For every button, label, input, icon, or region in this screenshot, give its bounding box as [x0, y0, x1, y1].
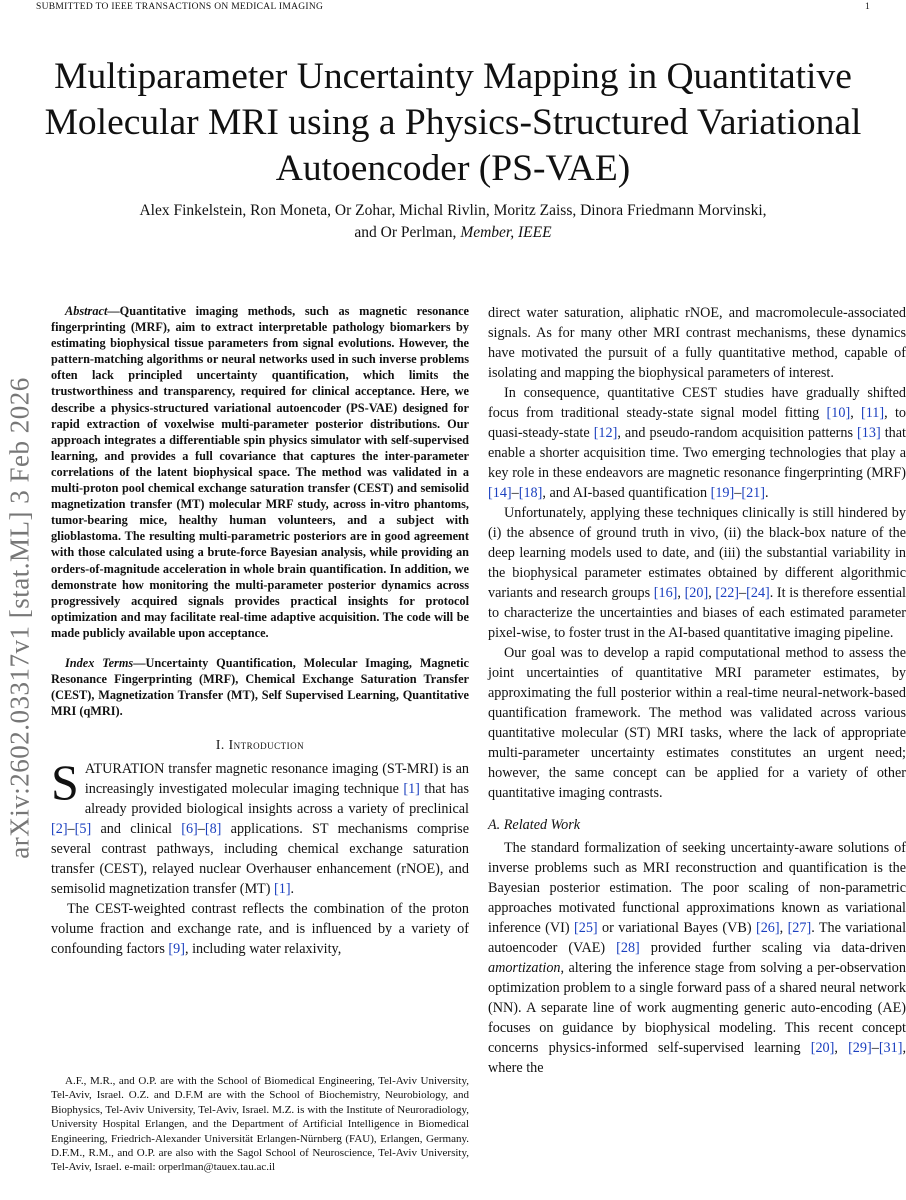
text-run: The CEST-weighted contrast reflects the combination of the proton volume fraction and exchange rate, and is influenced by a variety of confounding factors: [51, 901, 469, 958]
citation-link[interactable]: [8]: [204, 821, 222, 838]
running-header: [36, 0, 870, 18]
journal-name: SUBMITTED TO IEEE TRANSACTIONS ON MEDICAL IMAGING: [36, 2, 324, 12]
citation-link[interactable]: [1]: [274, 881, 291, 898]
text-run: that enable a shorter acquisition time. Two emerging technologies that play a key role in these endeavors are magnetic resonance fingerprinting (MRF): [488, 425, 906, 481]
citation-link[interactable]: [9]: [168, 941, 185, 958]
authors-line-2-text: and Or Perlman,: [354, 224, 461, 241]
citation-link[interactable]: [2]: [51, 821, 68, 838]
citation-link[interactable]: [21]: [741, 485, 765, 501]
text-run: –: [197, 821, 205, 838]
arxiv-sidebar: [0, 318, 40, 918]
citation-link[interactable]: [20]: [684, 585, 709, 601]
section-heading-introduction: [51, 737, 469, 753]
right-paragraph-3: [488, 503, 906, 643]
text-run: The standard formalization of seeking uncertainty-aware solutions of inverse problems such as MRI reconstruction and quantification is the Bayesian posterior estimation. The poor scaling of non-parametric approaches motivated functional approximations known as variational inference (VI): [488, 840, 906, 936]
citation-link[interactable]: [28]: [616, 940, 640, 956]
citation-link[interactable]: [27]: [787, 920, 812, 936]
citation-link[interactable]: [20]: [810, 1040, 835, 1056]
index-terms: [51, 655, 469, 719]
citation-link[interactable]: [14]: [488, 485, 512, 501]
text-run: ,: [834, 1040, 849, 1056]
text-run: –: [734, 485, 742, 501]
citation-link[interactable]: [22]: [715, 585, 740, 601]
citation-link[interactable]: [31]: [878, 1040, 903, 1056]
text-run: –: [67, 821, 75, 838]
subsection-heading-related-work: A. Related Work: [488, 817, 581, 833]
section-number: I.: [215, 737, 229, 753]
right-paragraph-4: Our goal was to develop a rapid computational method to assess the joint uncertainties of quantitative MRI parameter estimates, by approximating the full posterior within a real-time neural-network-based quantification framework. The method was validated across various quantitative molecular (ST) MRI tasks, where the lack of appropriate multi-parameter uncertainty estimates constitutes an urgent need; however, the same concept can be applied for a variety of other quantitative imaging contrasts.: [488, 645, 906, 801]
intro-paragraph-2: [51, 899, 469, 959]
text-run: ,: [779, 920, 788, 936]
citation-link[interactable]: [1]: [403, 781, 420, 798]
page-number: 1: [864, 2, 870, 12]
citation-link[interactable]: [24]: [746, 585, 770, 601]
text-run: –: [871, 1040, 879, 1056]
right-column: [488, 303, 906, 1078]
text-run: ,: [708, 585, 716, 601]
citation-link[interactable]: [26]: [755, 920, 780, 936]
affiliation-footnote: A.F., M.R., and O.P. are with the School of Biomedical Engineering, Tel-Aviv University, Tel-Aviv, Israel. O.Z. and D.F.M are with the School of Biochemistry, Neurobiology, and Biophysics, Tel-Aviv University, Tel-Aviv, Israel. M.Z. is with the Institute of Neuroradiology, University Hospital Erlangen, and the Department of Artificial Intelligence in Biomedical Engineering, Friedrich-Alexander Universität Erlangen-Nürnberg (FAU), Erlangen, Germany. D.F.M., R.M., and O.P. are also with the Sagol School of Neuroscience, Tel-Aviv University, Tel-Aviv, Israel. e-mail: orperlman@tauex.tau.ac.il: [51, 1075, 469, 1174]
text-run: ,: [677, 585, 685, 601]
text-run: or variational Bayes (VB): [597, 920, 756, 936]
intro-caps: ATURATION: [84, 761, 165, 778]
citation-link[interactable]: [11]: [861, 405, 885, 421]
arxiv-stamp[interactable]: arXiv:2602.03317v1 [stat.ML] 3 Feb 2026: [4, 377, 35, 859]
text-run: transfer magnetic resonance imaging (ST-MRI) is an increasingly investigated molecular imaging technique: [84, 761, 469, 798]
text-run: and clinical: [91, 821, 182, 838]
citation-link[interactable]: [12]: [593, 425, 618, 441]
text-run: ,: [850, 405, 862, 421]
text-run: .: [764, 485, 769, 501]
citation-link[interactable]: [19]: [710, 485, 735, 501]
citation-link[interactable]: [13]: [857, 425, 881, 441]
text-run: , including water relaxivity,: [184, 941, 342, 958]
authors-line-2: [40, 222, 866, 244]
text-run: applications. ST mechanisms comprise several contrast pathways, including chemical exchange saturation transfer (CEST), relayed nuclear Overhauser enhancement (rNOE), and semisolid magnetization transfer (MT): [51, 821, 469, 898]
text-run: that has already provided biological insights across a variety of preclinical: [84, 781, 470, 818]
text-run: , altering the inference stage from solving a per-observation optimization problem to a single forward pass of a shared neural network (NN). A separate line of work augmenting generic auto-encoding (AE) focuses on guidance by biophysical modeling. This recent concept concerns physics-informed self-supervised learning: [488, 960, 906, 1056]
authors-line-1: Alex Finkelstein, Ron Moneta, Or Zohar, Michal Rivlin, Moritz Zaiss, Dinora Friedmann Morvinski,: [139, 202, 767, 219]
right-paragraph-5: [488, 838, 906, 1078]
right-paragraph-2: [488, 383, 906, 503]
text-run: provided further scaling via data-driven: [639, 940, 906, 956]
text-run: –: [739, 585, 747, 601]
citation-link[interactable]: [25]: [574, 920, 598, 936]
citation-link[interactable]: [29]: [848, 1040, 872, 1056]
ieee-membership: Member, IEEE: [460, 224, 552, 241]
text-run: , to quasi-steady-state: [488, 405, 906, 441]
paper-title: Multiparameter Uncertainty Mapping in Quantitative Molecular MRI using a Physics-Structured Variational Autoencoder (PS-VAE): [44, 56, 862, 189]
text-run: , and AI-based quantification: [542, 485, 711, 501]
author-list: [40, 200, 866, 244]
text-run: , where the: [488, 1040, 906, 1076]
text-run: –: [511, 485, 519, 501]
intro-paragraph-1: [51, 754, 470, 899]
citation-link[interactable]: [18]: [518, 485, 543, 501]
section-title: Introduction: [228, 737, 305, 753]
abstract-label: Abstract: [65, 304, 108, 318]
citation-link[interactable]: [5]: [74, 821, 92, 838]
citation-link[interactable]: [10]: [826, 405, 851, 421]
index-terms-text: —Uncertainty Quantification, Molecular Imaging, Magnetic Resonance Fingerprinting (MRF), Chemical Exchange Saturation Transfer (CEST), Magnetization Transfer (MT), Self Supervised Learning, Quantitative MRI (qMRI).: [51, 655, 469, 719]
right-paragraph-1: direct water saturation, aliphatic rNOE, and macromolecule-associated signals. As for many other MRI contrast mechanisms, these dynamics have motivated the pursuit of a fully quantitative method, capable of isolating and mapping the biophysical parameters of interest.: [488, 305, 906, 381]
left-column: [51, 303, 469, 959]
text-run: . It is therefore essential to characterize the uncertainties and biases of each estimated parameter pixel-wise, to foster trust in the AI-based quantitative imaging pipeline.: [488, 585, 906, 641]
index-terms-label: Index Terms: [65, 655, 134, 670]
drop-cap: S: [51, 754, 79, 811]
text-run: .: [290, 881, 295, 898]
emphasis: amortization: [488, 960, 561, 976]
citation-link[interactable]: [6]: [181, 821, 198, 838]
text-run: . The variational autoencoder (VAE): [488, 920, 906, 956]
text-run: In consequence, quantitative CEST studies have gradually shifted focus from traditional steady-state signal model fitting: [488, 385, 906, 421]
abstract: [51, 303, 469, 641]
text-run: Unfortunately, applying these techniques clinically is still hindered by (i) the absence of ground truth in vivo, (ii) the black-box nature of the deep learning models used to date, and (iii) the substantial variability in the biophysical parameter estimates obtained by different algorithmic variants and research groups: [488, 505, 906, 601]
text-run: , and pseudo-random acquisition patterns: [617, 425, 858, 441]
citation-link[interactable]: [16]: [653, 585, 678, 601]
abstract-text: —Quantitative imaging methods, such as magnetic resonance fingerprinting (MRF), aim to extract interpretable pathology biomarkers by estimating biophysical tissue parameters from signal evolutions. However, the pattern-matching algorithms or neural networks used in such inverse problems often lack principled uncertainty quantification, which limits the trustworthiness and transparency, required for clinical acceptance. Here, we describe a physics-structured variational autoencoder (PS-VAE) designed for rapid extraction of voxelwise multi-parameter posterior distributions. Our approach integrates a differentiable spin physics simulator with self-supervised learning, and provides a full covariance that captures the inter-parameter correlations of the latent biophysical space. The method was validated in a multi-proton pool chemical exchange saturation transfer (CEST) and semisolid magnetization transfer (MT) molecular MRF study, across in-vitro phantoms, tumor-bearing mice, healthy human volunteers, and a subject with glioblastoma. The resulting multi-parametric posteriors are in good agreement with those calculated using a brute-force Bayesian analysis, while providing an orders-of-magnitude acceleration in whole brain quantification. In addition, we demonstrate how monitoring the multi-parameter posterior dynamics across progressively acquired signals provides practical insights for protocol optimization and may facilitate real-time adaptive acquisition. The code will be made publicly available upon acceptance.: [51, 304, 469, 640]
